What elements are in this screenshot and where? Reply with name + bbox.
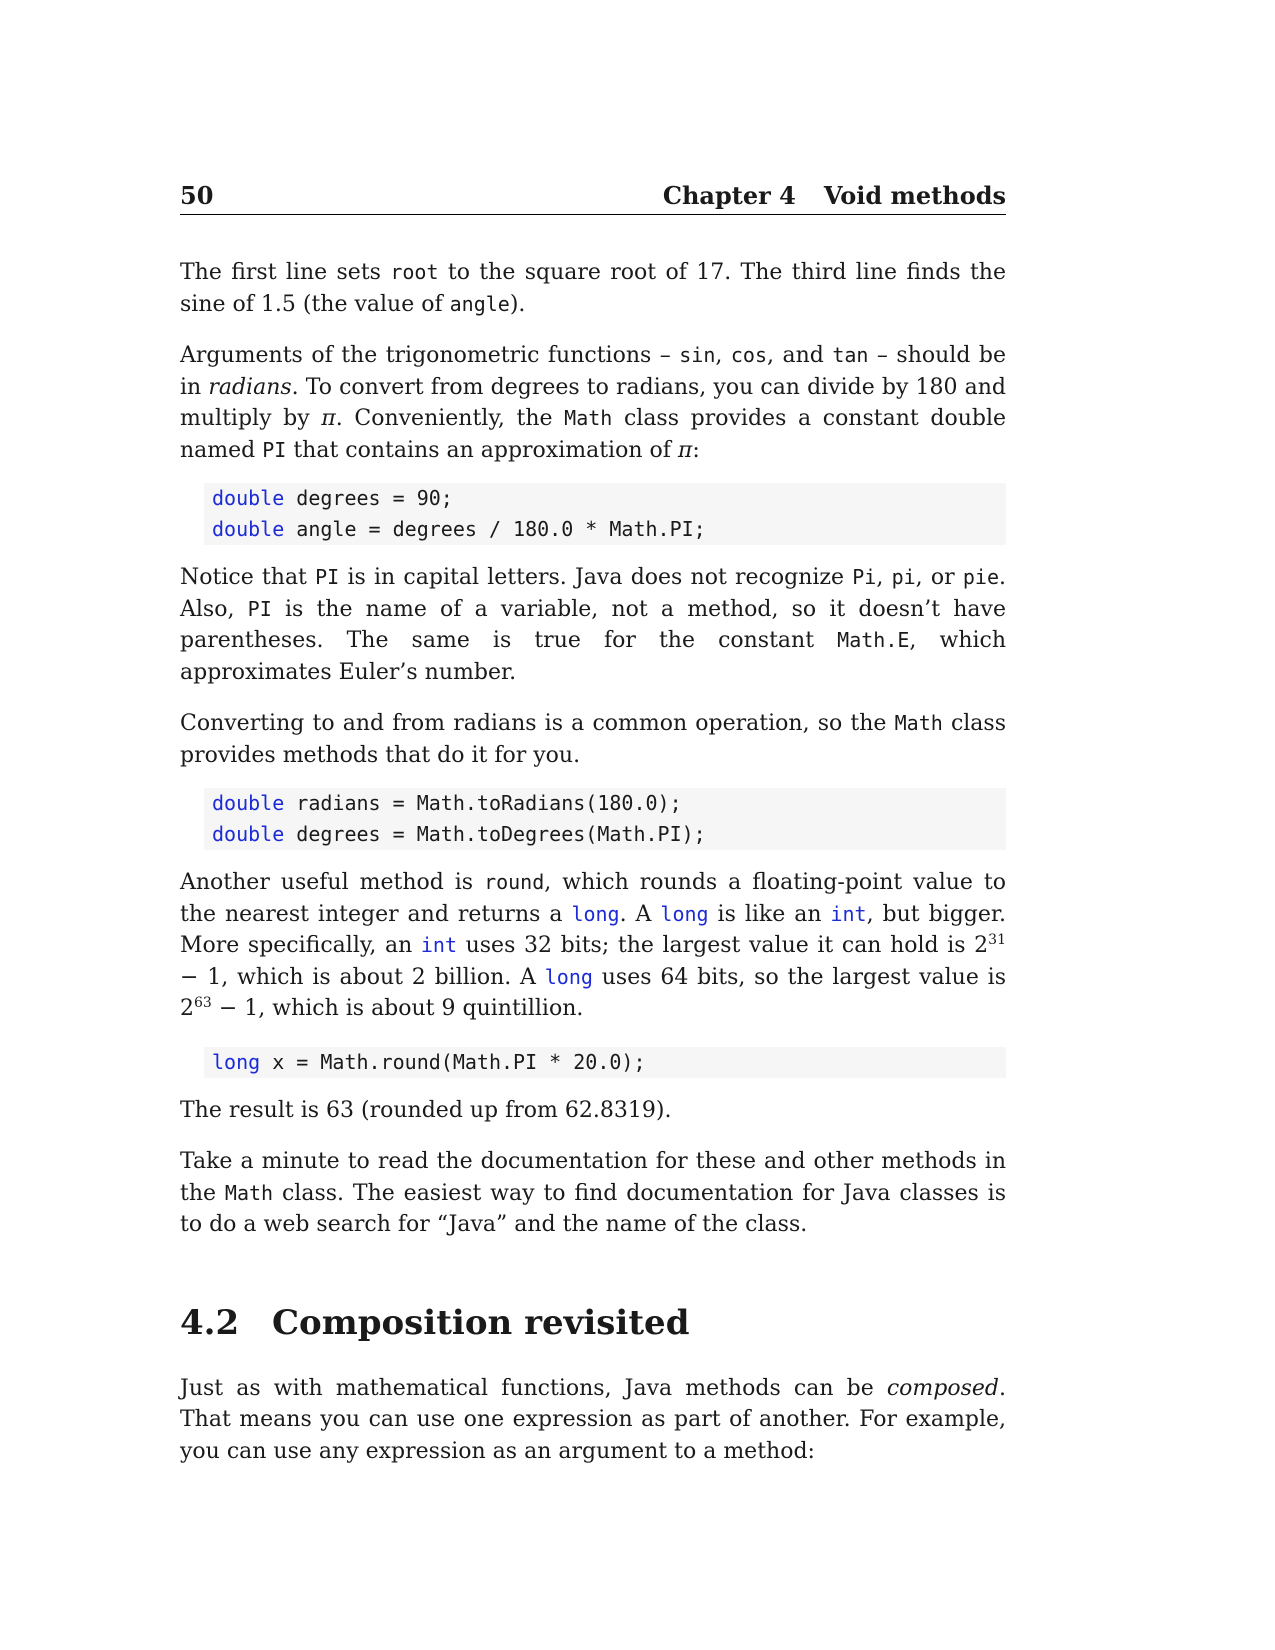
paragraph-7: Take a minute to read the documentation for these and other methods in the Math class. The easiest way to find documentation for Java classes is to do a web search for “Java” and the name of the class. xyxy=(180,1149,1006,1237)
paragraph-1: The first line sets root to the square root of 17. The third line finds the sine of 1.5 (the value of angle). xyxy=(180,260,1006,317)
paragraph-5: Another useful method is round, which rounds a floating-point value to the nearest integer and returns a long. A long is like an int, but bigger. More specifically, an int uses 32 bits; the largest value it can hold is $2^{31} - 1$, which is about 2 billion. A long uses 64 bits, so the largest value is $2^{63} - 1$, which is about 9 quintillion. xyxy=(180,870,1006,1021)
paragraph-4: Converting to and from radians is a common operation, so the Math class provides methods that do it for you. xyxy=(180,711,1006,768)
page xyxy=(180,180,1006,1467)
code-line: long x = Math.round(Math.PI * 20.0); xyxy=(212,1049,646,1074)
code-line: double degrees = 90; xyxy=(212,486,453,510)
chapter-heading xyxy=(663,180,1006,212)
code-line: double angle = degrees / 180.0 * Math.PI; xyxy=(212,517,706,541)
section-title: Composition revisited xyxy=(272,1302,690,1343)
chapter-label: Chapter 4 xyxy=(662,181,796,210)
code-line: double radians = Math.toRadians(180.0); xyxy=(212,791,682,815)
code-block-3 xyxy=(204,1047,1006,1078)
running-header xyxy=(180,180,1006,215)
paragraph-6: The result is 63 (rounded up from 62.8319). xyxy=(180,1097,672,1123)
section-number: 4.2 xyxy=(180,1302,240,1343)
code-block-2 xyxy=(204,788,1006,850)
section-heading xyxy=(180,1303,1006,1343)
paragraph-2: Arguments of the trigonometric functions – sin, cos, and tan – should be in radians. To convert from degrees to radians, you can divide by 180 and multiply by π. Conveniently, the Math class provides a constant double named PI that contains an approximation of π: xyxy=(180,343,1007,463)
page-number: 50 xyxy=(180,181,214,210)
code-block-1 xyxy=(204,483,1006,545)
paragraph-8: Just as with mathematical functions, Java methods can be composed. That means you can use one expression as part of another. For example, you can use any expression as an argument to a method: xyxy=(180,1375,1006,1464)
chapter-title: Void methods xyxy=(823,181,1006,210)
code-line: double degrees = Math.toDegrees(Math.PI); xyxy=(212,822,706,846)
paragraph-3: Notice that PI is in capital letters. Java does not recognize Pi, pi, or pie. Also, PI is the name of a variable, not a method, so it doesn’t have parentheses. The same is true for the constant Math.E, which approximates Euler’s number. xyxy=(180,565,1007,685)
